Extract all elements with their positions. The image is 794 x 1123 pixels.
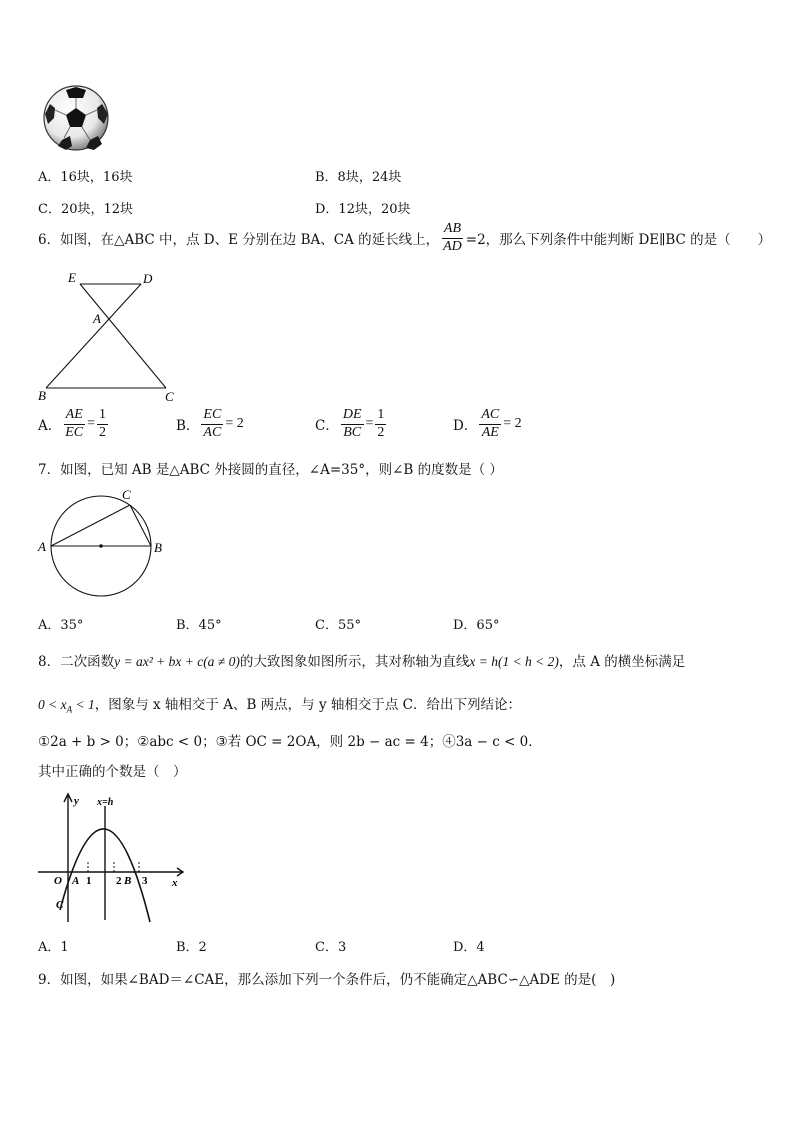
q6-option-a-num: AE bbox=[64, 408, 85, 425]
q8-parabola-graph bbox=[34, 790, 194, 926]
q6-label-c: C bbox=[165, 389, 174, 404]
q6-triangle-figure bbox=[34, 268, 184, 404]
q7-option-c: C．55° bbox=[315, 618, 361, 633]
q6-option-c-rden: 2 bbox=[377, 424, 385, 440]
question-8-line-1 bbox=[38, 650, 685, 670]
soccer-ball-image bbox=[42, 84, 112, 154]
q6-option-a-den: EC bbox=[65, 424, 84, 440]
q6-option-d-eq: = 2 bbox=[503, 416, 522, 432]
q6-label-a: A bbox=[93, 311, 101, 326]
q6-option-c-rnum: 1 bbox=[375, 408, 386, 425]
q8-label-x: x bbox=[172, 877, 178, 889]
q7-label-b: B bbox=[154, 540, 162, 555]
q8-label-a: A bbox=[72, 875, 80, 887]
question-8-line-4: 其中正确的个数是（ ） bbox=[38, 764, 187, 780]
q5-option-d: D．12块，20块 bbox=[315, 202, 411, 217]
q8-option-c: C．3 bbox=[315, 940, 347, 955]
q6-option-c-eq: = bbox=[365, 416, 374, 432]
q6-option-a-letter: A． bbox=[38, 418, 62, 435]
q6-option-b-letter: B． bbox=[176, 418, 200, 435]
q7-option-d: D．65° bbox=[453, 618, 500, 633]
q6-option-a-eq: = bbox=[87, 416, 96, 432]
q7-option-b: B．45° bbox=[176, 618, 222, 633]
question-8-line-3: ①2a + b > 0；②abc < 0；③若 OC = 2OA，则 2b − ac = 4；④3a − c < 0． bbox=[38, 734, 542, 750]
q8-option-d: D．4 bbox=[453, 940, 485, 955]
q8-line1-c: ，点 A 的横坐标满足 bbox=[558, 654, 686, 670]
q6-option-a bbox=[38, 408, 110, 440]
q6-prefix: 6．如图，在△ABC 中，点 D、E 分别在边 BA、CA 的延长线上， bbox=[38, 232, 440, 249]
q8-option-a: A．1 bbox=[38, 940, 69, 955]
q8-line2-formula: 0 < x bbox=[38, 697, 67, 712]
q6-option-a-rden: 2 bbox=[99, 424, 107, 440]
q7-label-c: C bbox=[122, 487, 131, 502]
q6-option-b-num: EC bbox=[201, 408, 223, 425]
q8-line2-formula-b: < 1 bbox=[72, 697, 95, 712]
question-8-line-2 bbox=[38, 693, 521, 715]
q6-option-c bbox=[315, 408, 388, 440]
q6-frac-den: AD bbox=[443, 238, 462, 254]
q6-option-c-num: DE bbox=[341, 408, 364, 425]
q5-option-c: C．20块，12块 bbox=[38, 202, 134, 217]
q8-tick-3: 3 bbox=[142, 875, 148, 887]
question-6 bbox=[38, 222, 771, 254]
q6-option-d-den: AE bbox=[481, 424, 499, 440]
q6-option-d-letter: D． bbox=[453, 418, 478, 435]
q6-option-b-eq: = 2 bbox=[225, 416, 244, 432]
q7-option-a: A．35° bbox=[38, 618, 84, 633]
q8-label-axis: x=h bbox=[97, 797, 114, 808]
q6-option-b-den: AC bbox=[203, 424, 222, 440]
q8-tick-1: 1 bbox=[86, 875, 92, 887]
q6-option-c-den: BC bbox=[343, 424, 362, 440]
q8-line2-sub: A bbox=[66, 704, 73, 715]
q8-label-y: y bbox=[74, 795, 79, 807]
q6-fraction bbox=[441, 222, 464, 254]
q8-tick-2: 2 bbox=[116, 875, 122, 887]
q6-option-d-num: AC bbox=[479, 408, 501, 425]
q8-line1-b: 的大致图象如图所示，其对称轴为直线 bbox=[239, 654, 470, 670]
q8-label-o: O bbox=[54, 875, 62, 887]
q8-formula: y = ax² + bx + c(a ≠ 0) bbox=[114, 654, 240, 669]
q8-line1-a: 8．二次函数 bbox=[38, 654, 115, 670]
q6-option-c-letter: C． bbox=[315, 418, 339, 435]
question-7: 7．如图，已知 AB 是△ABC 外接圆的直径，∠A=35°，则∠B 的度数是（ ） bbox=[38, 462, 503, 478]
q6-frac-num: AB bbox=[442, 222, 463, 239]
q6-suffix: =2，那么下列条件中能判断 DE∥BC 的是（ ） bbox=[465, 232, 772, 249]
q8-line2-text: ，图象与 x 轴相交于 A、B 两点，与 y 轴相交于点 C．给出下列结论： bbox=[94, 697, 522, 713]
q6-label-d: D bbox=[143, 271, 153, 286]
q6-option-a-rnum: 1 bbox=[97, 408, 108, 425]
q7-label-a: A bbox=[38, 539, 46, 554]
q6-label-b: B bbox=[38, 388, 46, 403]
q6-option-d bbox=[453, 408, 522, 440]
q8-axis-formula: x = h(1 < h < 2) bbox=[469, 654, 559, 669]
q7-circle-figure bbox=[34, 484, 170, 600]
q6-option-b bbox=[176, 408, 244, 440]
q5-option-b: B．8块，24块 bbox=[315, 170, 402, 185]
q6-label-e: E bbox=[68, 270, 76, 285]
q8-option-b: B．2 bbox=[176, 940, 207, 955]
q8-label-b: B bbox=[124, 875, 132, 887]
q8-label-c: C bbox=[56, 899, 64, 911]
question-9: 9．如图，如果∠BAD＝∠CAE，那么添加下列一个条件后，仍不能确定△ABC∽△ADE 的是( ) bbox=[38, 972, 616, 988]
q5-option-a: A．16块，16块 bbox=[38, 170, 133, 185]
